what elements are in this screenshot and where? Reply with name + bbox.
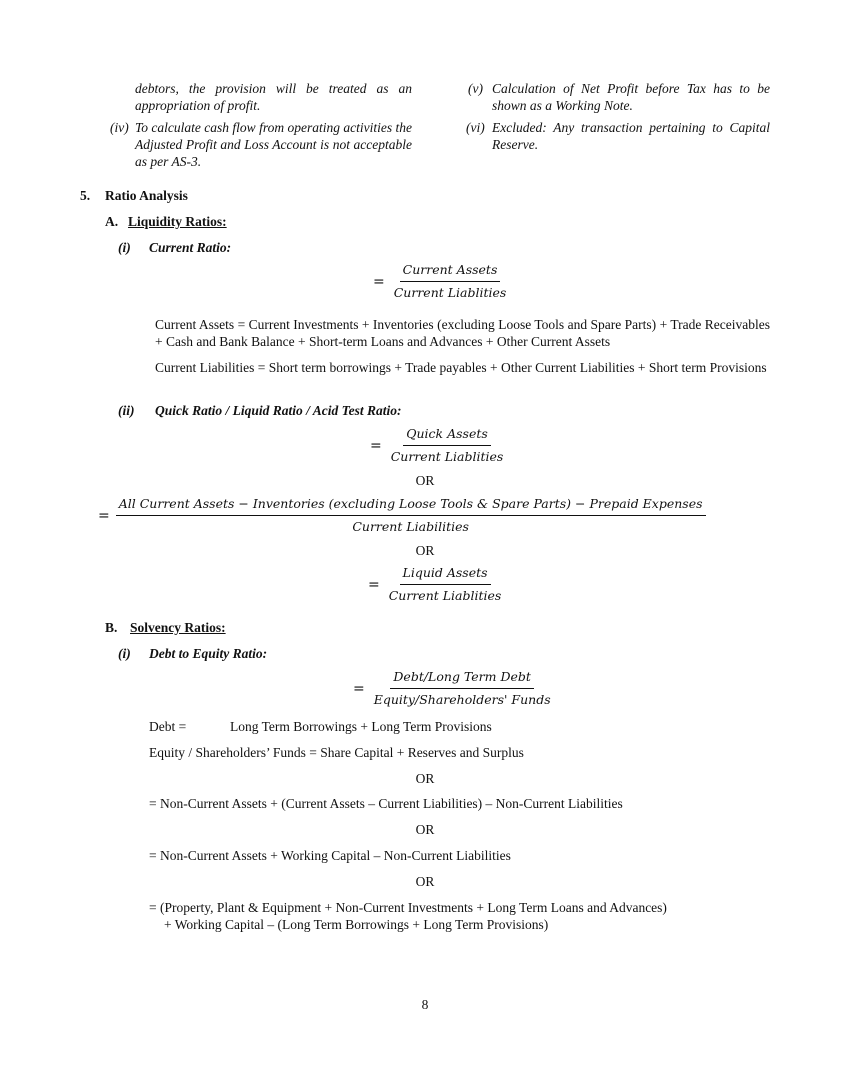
current-ratio-formula	[373, 262, 509, 301]
debt-definition: Long Term Borrowings + Long Term Provisions	[230, 719, 492, 734]
debt-equity-formula	[353, 669, 554, 708]
or-separator: OR	[415, 473, 435, 488]
numerator: Quick Assets	[403, 426, 491, 446]
or-separator: OR	[415, 771, 435, 786]
equity-alternative-2: = Non-Current Assets + Working Capital – Non-Current Liabilities	[149, 848, 511, 863]
debt-label: Debt =	[149, 719, 187, 734]
debt-equity-marker: (i)	[118, 646, 131, 661]
quick-ratio-title: Quick Ratio / Liquid Ratio / Acid Test Ratio:	[155, 403, 402, 418]
current-ratio-marker: (i)	[118, 240, 131, 255]
equals-sign: =	[368, 576, 380, 593]
quick-ratio-formula-2	[98, 496, 706, 535]
numerator: Current Assets	[400, 262, 501, 282]
or-separator: OR	[415, 822, 435, 837]
equals-sign: =	[370, 437, 382, 454]
or-separator: OR	[415, 874, 435, 889]
equity-alternative-3-line1: = (Property, Plant & Equipment + Non-Current Investments + Long Term Loans and Advances)	[149, 900, 667, 915]
page-number: 8	[421, 997, 429, 1012]
numerator: Liquid Assets	[400, 565, 491, 585]
note-v: Calculation of Net Profit before Tax has to be shown as a Working Note.	[492, 81, 770, 113]
numerator: Debt/Long Term Debt	[390, 669, 534, 689]
denominator: Equity/Shareholders' Funds	[373, 692, 551, 707]
note-marker-iv: (iv)	[110, 120, 129, 135]
denominator: Current Liabilities	[352, 519, 469, 534]
equity-alternative-1: = Non-Current Assets + (Current Assets – Current Liabilities) – Non-Current Liabilities	[149, 796, 623, 811]
current-liabilities-definition: Current Liabilities = Short term borrowings + Trade payables + Other Current Liabilities + Short term Provisions	[155, 360, 767, 375]
denominator: Current Liablities	[388, 588, 502, 603]
quick-ratio-formula-1	[370, 426, 506, 465]
or-separator: OR	[415, 543, 435, 558]
equity-alternative-3-line2: + Working Capital – (Long Term Borrowings + Long Term Provisions)	[164, 917, 549, 932]
equals-sign: =	[373, 273, 385, 290]
debt-equity-title: Debt to Equity Ratio:	[149, 646, 268, 661]
note-iv: To calculate cash flow from operating activities the Adjusted Profit and Loss Account is not acceptable as per AS-3.	[135, 120, 412, 169]
equity-definition: Equity / Shareholders’ Funds = Share Capital + Reserves and Surplus	[149, 745, 524, 760]
note-marker-vi: (vi)	[466, 120, 485, 135]
note-continued: debtors, the provision will be treated as an appropriation of profit.	[135, 81, 412, 113]
subsection-a-title: Liquidity Ratios:	[128, 214, 227, 229]
subsection-b-letter: B.	[105, 620, 118, 635]
current-ratio-title: Current Ratio:	[149, 240, 232, 255]
current-assets-definition: Current Assets = Current Investments + Inventories (excluding Loose Tools and Spare Parts) + Trade Receivables + Cash and Bank Balance + Short-term Loans and Advances + Other Current Assets	[155, 317, 770, 349]
denominator: Current Liablities	[390, 449, 504, 464]
section-number: 5.	[80, 188, 91, 203]
note-vi: Excluded: Any transaction pertaining to Capital Reserve.	[492, 120, 770, 152]
equals-sign: =	[98, 507, 110, 524]
note-marker-v: (v)	[468, 81, 483, 96]
quick-ratio-formula-3	[368, 565, 504, 604]
section-title: Ratio Analysis	[105, 188, 188, 203]
quick-ratio-marker: (ii)	[118, 403, 135, 418]
numerator: All Current Assets − Inventories (excluding Loose Tools & Spare Parts) − Prepaid Expenses	[116, 496, 706, 516]
subsection-b-title: Solvency Ratios:	[130, 620, 226, 635]
subsection-a-letter: A.	[105, 214, 119, 229]
equals-sign: =	[353, 680, 365, 697]
denominator: Current Liablities	[393, 285, 507, 300]
